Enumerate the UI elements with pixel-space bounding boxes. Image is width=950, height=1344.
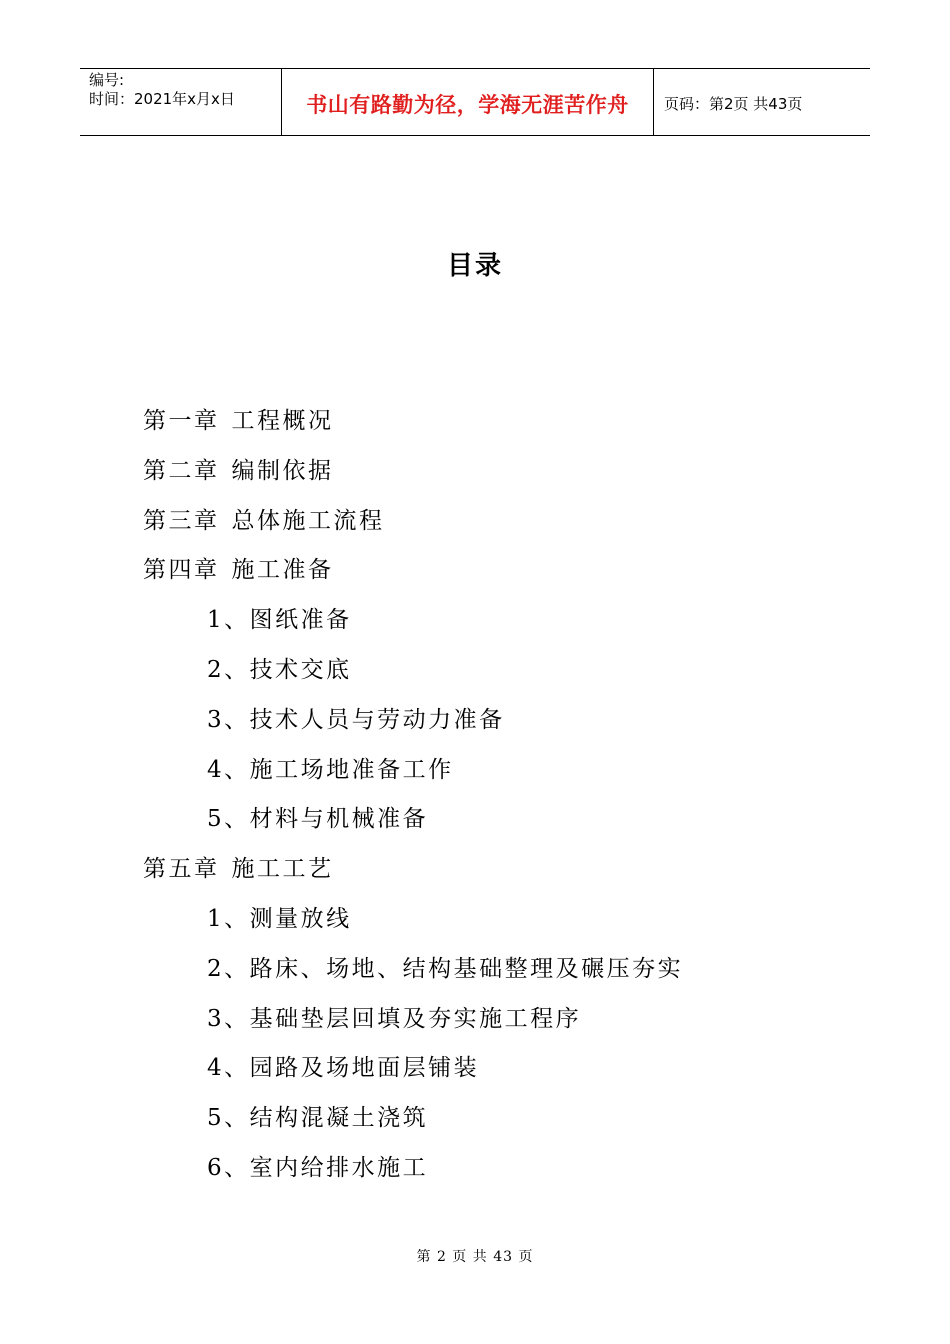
toc-item-label: 编制依据 — [231, 457, 334, 484]
toc-item-section — [0, 647, 950, 697]
toc-item-label: 园路及场地面层铺装 — [249, 1055, 480, 1082]
toc-title: 目录 — [446, 251, 503, 281]
header-motto-cell — [282, 69, 654, 135]
toc-list — [0, 398, 950, 1195]
toc-item-number: 第四章 — [143, 557, 220, 584]
toc-item-label: 技术人员与劳动力准备 — [249, 706, 505, 733]
toc-item-number: 4、 — [207, 1055, 250, 1082]
toc-item-label: 路床、场地、结构基础整理及碾压夯实 — [249, 955, 684, 982]
toc-item-label: 施工准备 — [231, 557, 334, 584]
toc-item-label: 基础垫层回填及夯实施工程序 — [249, 1005, 582, 1032]
toc-item-chapter-1 — [0, 398, 950, 448]
toc-item-label: 施工工艺 — [231, 856, 334, 883]
toc-item-number: 3、 — [207, 706, 250, 733]
toc-item-section — [0, 597, 950, 647]
toc-item-label: 测量放线 — [249, 905, 352, 932]
toc-item-section — [0, 697, 950, 747]
toc-item-label: 总体施工流程 — [231, 507, 385, 534]
toc-item-number: 第一章 — [143, 408, 220, 434]
toc-item-chapter-2 — [0, 448, 950, 498]
toc-item-number: 1、 — [207, 607, 250, 634]
toc-item-label: 图纸准备 — [249, 607, 352, 634]
header-page-info: 页码：第2页 共43页 — [664, 94, 803, 113]
number-label: 编号: — [89, 71, 125, 89]
toc-item-label: 室内给排水施工 — [249, 1154, 429, 1181]
toc-item-number: 第三章 — [143, 507, 220, 534]
toc-item-number: 3、 — [207, 1005, 250, 1032]
toc-item-chapter-3 — [0, 498, 950, 548]
toc-item-chapter-4 — [0, 547, 950, 597]
toc-item-number: 第二章 — [143, 457, 220, 484]
toc-item-section — [0, 1095, 950, 1145]
page-footer: 第 2 页 共 43 页 — [416, 1249, 534, 1265]
toc-item-label: 工程概况 — [231, 408, 334, 434]
document-header — [80, 68, 870, 136]
toc-item-section — [0, 796, 950, 846]
toc-item-section — [0, 896, 950, 946]
toc-item-number: 1、 — [207, 905, 250, 932]
toc-item-number: 5、 — [207, 1105, 250, 1132]
toc-item-section — [0, 1145, 950, 1195]
toc-item-section — [0, 1045, 950, 1095]
toc-item-label: 材料与机械准备 — [249, 806, 429, 833]
toc-item-section — [0, 946, 950, 996]
toc-item-chapter-5 — [0, 846, 950, 896]
toc-item-number: 第五章 — [143, 856, 220, 883]
toc-item-label: 结构混凝土浇筑 — [249, 1105, 429, 1132]
motto-text: 书山有路勤为径，学海无涯苦作舟 — [306, 93, 629, 117]
header-page-cell — [654, 69, 870, 135]
toc-item-section — [0, 996, 950, 1046]
toc-item-section — [0, 747, 950, 797]
date-label: 时间：2021年x月x日 — [89, 90, 235, 108]
toc-item-number: 4、 — [207, 756, 250, 783]
toc-item-label: 技术交底 — [249, 656, 352, 683]
toc-item-number: 6、 — [207, 1154, 250, 1181]
toc-item-label: 施工场地准备工作 — [249, 756, 454, 783]
toc-item-number: 2、 — [207, 955, 250, 982]
toc-item-number: 5、 — [207, 806, 250, 833]
toc-item-number: 2、 — [207, 656, 250, 683]
header-meta-cell — [80, 69, 282, 135]
